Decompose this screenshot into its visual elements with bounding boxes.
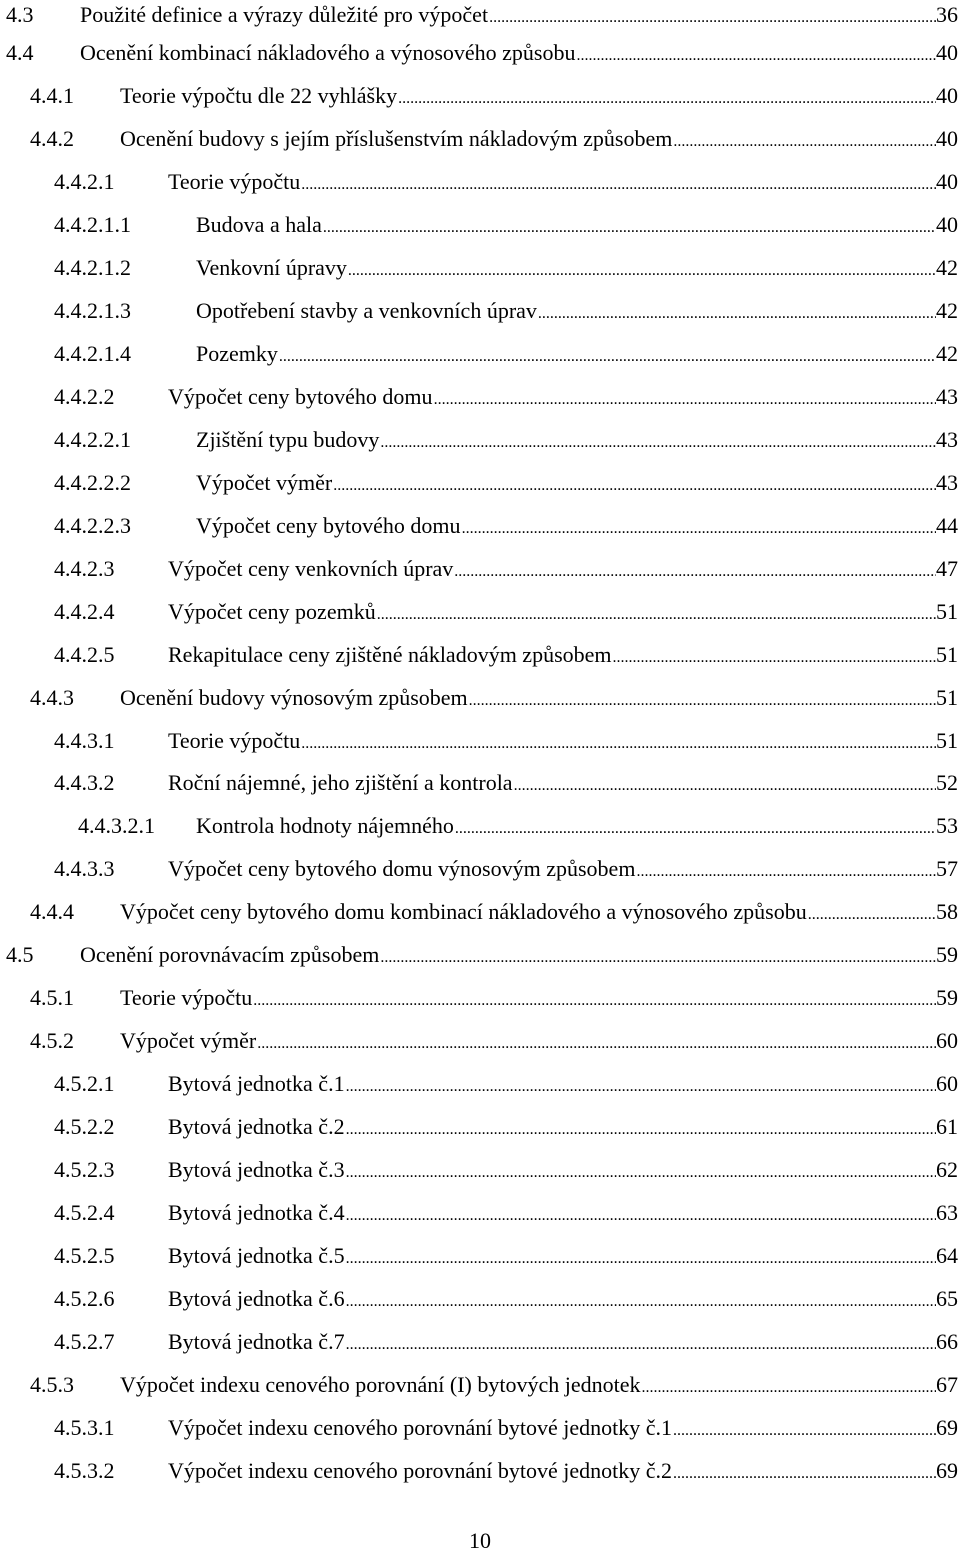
- dot-leader: [454, 814, 936, 844]
- toc-entry-number: 4.5.1: [30, 985, 74, 1010]
- toc-entry-number: 4.4.2.1.3: [54, 298, 131, 323]
- toc-entry-title: Zjištění typu budovy: [196, 427, 380, 452]
- dot-leader: [278, 342, 936, 372]
- toc-entry-number: 4.4.2.2: [54, 384, 115, 409]
- toc-entry-number: 4.4.3: [30, 685, 74, 710]
- toc-entry-title: Opotřebení stavby a venkovních úprav: [196, 298, 537, 323]
- dot-leader: [641, 1373, 936, 1403]
- toc-entry-title: Pozemky: [196, 341, 278, 366]
- toc-entry-title: Bytová jednotka č.5: [168, 1243, 345, 1268]
- toc-entry-page: 51: [936, 642, 958, 667]
- toc-entry[interactable]: [0, 425, 960, 455]
- toc-entry-page: 42: [936, 255, 958, 280]
- toc-entry-title: Kontrola hodnoty nájemného: [196, 813, 454, 838]
- toc-entry-page: 36: [936, 2, 958, 27]
- toc-entry-page: 44: [936, 513, 958, 538]
- toc-entry-number: 4.5.2: [30, 1028, 74, 1053]
- toc-entry-title: Výpočet výměr: [196, 470, 333, 495]
- toc-entry[interactable]: [0, 1026, 960, 1056]
- toc-entry[interactable]: [0, 167, 960, 197]
- toc-entry-title: Výpočet ceny venkovních úprav: [168, 556, 454, 581]
- toc-entry-number: 4.5.2.6: [54, 1286, 115, 1311]
- toc-entry[interactable]: [0, 768, 960, 798]
- toc-entry-number: 4.4.4: [30, 899, 74, 924]
- dot-leader: [379, 943, 936, 973]
- toc-entry-title: Výpočet ceny bytového domu kombinací nákladového a výnosového způsobu: [120, 899, 807, 924]
- toc-entry[interactable]: [0, 554, 960, 584]
- toc-entry-number: 4.4.3.3: [54, 856, 115, 881]
- dot-leader: [379, 428, 936, 458]
- dot-leader: [468, 686, 936, 716]
- toc-entry[interactable]: [0, 1413, 960, 1443]
- toc-entry[interactable]: [0, 124, 960, 154]
- toc-entry-title: Výpočet indexu cenového porovnání bytové jednotky č.1: [168, 1415, 673, 1440]
- toc-entry-number: 4.5.3: [30, 1372, 74, 1397]
- toc-entry[interactable]: [0, 897, 960, 927]
- dot-leader: [345, 1072, 936, 1102]
- dot-leader: [322, 213, 936, 243]
- dot-leader: [433, 385, 936, 415]
- toc-entry[interactable]: [0, 0, 960, 30]
- toc-entry-title: Výpočet ceny bytového domu: [196, 513, 461, 538]
- dot-leader: [397, 84, 936, 114]
- toc-entry-page: 66: [936, 1329, 958, 1354]
- dot-leader: [300, 729, 936, 759]
- toc-entry[interactable]: [0, 811, 960, 841]
- toc-entry-page: 59: [936, 942, 958, 967]
- toc-entry[interactable]: [0, 1155, 960, 1185]
- dot-leader: [345, 1244, 936, 1274]
- toc-entry-title: Výpočet výměr: [120, 1028, 257, 1053]
- page-number: 10: [469, 1528, 491, 1553]
- dot-leader: [672, 1416, 936, 1446]
- toc-entry-page: 43: [936, 384, 958, 409]
- toc-entry-number: 4.4.2.4: [54, 599, 115, 624]
- dot-leader: [807, 900, 936, 930]
- toc-entry-page: 43: [936, 470, 958, 495]
- dot-leader: [252, 986, 936, 1016]
- toc-entry-number: 4.5.2.4: [54, 1200, 115, 1225]
- dot-leader: [300, 170, 936, 200]
- toc-entry-number: 4.5.3.2: [54, 1458, 115, 1483]
- dot-leader: [345, 1158, 936, 1188]
- toc-entry-page: 59: [936, 985, 958, 1010]
- toc-entry-number: 4.4: [6, 40, 34, 65]
- toc-entry-page: 51: [936, 599, 958, 624]
- toc-entry-number: 4.5.2.7: [54, 1329, 115, 1354]
- toc-entry-number: 4.4.2.3: [54, 556, 115, 581]
- toc-entry-title: Roční nájemné, jeho zjištění a kontrola: [168, 770, 513, 795]
- toc-entry-page: 57: [936, 856, 958, 881]
- toc-entry-page: 62: [936, 1157, 958, 1182]
- toc-entry-page: 40: [936, 40, 958, 65]
- toc-entry-title: Výpočet ceny pozemků: [168, 599, 376, 624]
- dot-leader: [635, 857, 936, 887]
- toc-entry-page: 69: [936, 1458, 958, 1483]
- dot-leader: [488, 3, 936, 33]
- toc-entry-title: Bytová jednotka č.1: [168, 1071, 345, 1096]
- toc-entry-page: 40: [936, 126, 958, 151]
- toc-entry[interactable]: [0, 1198, 960, 1228]
- dot-leader: [612, 643, 936, 673]
- toc-entry-page: 53: [936, 813, 958, 838]
- toc-entry[interactable]: [0, 210, 960, 240]
- toc-entry[interactable]: [0, 253, 960, 283]
- toc-entry-title: Bytová jednotka č.6: [168, 1286, 345, 1311]
- toc-entry-number: 4.4.3.2.1: [78, 813, 155, 838]
- toc-entry-number: 4.3: [6, 2, 34, 27]
- toc-entry-title: Teorie výpočtu: [120, 985, 253, 1010]
- toc-entry[interactable]: [0, 382, 960, 412]
- toc-entry-title: Výpočet ceny bytového domu: [168, 384, 433, 409]
- toc-entry[interactable]: [0, 468, 960, 498]
- dot-leader: [672, 1459, 936, 1489]
- toc-entry-page: 51: [936, 685, 958, 710]
- toc-entry-page: 64: [936, 1243, 958, 1268]
- toc-entry-number: 4.4.3.1: [54, 728, 115, 753]
- toc-entry-number: 4.4.2.2.2: [54, 470, 131, 495]
- toc-entry-title: Teorie výpočtu: [168, 728, 301, 753]
- dot-leader: [453, 557, 936, 587]
- toc-entry-title: Ocenění budovy výnosovým způsobem: [120, 685, 468, 710]
- dot-leader: [461, 514, 936, 544]
- toc-entry-number: 4.5.2.3: [54, 1157, 115, 1182]
- toc-entry-title: Bytová jednotka č.4: [168, 1200, 345, 1225]
- toc-entry[interactable]: [0, 296, 960, 326]
- toc-entry[interactable]: [0, 339, 960, 369]
- toc-entry-number: 4.4.2.1: [54, 169, 115, 194]
- toc-entry-page: 67: [936, 1372, 958, 1397]
- toc-entry-number: 4.5.2.2: [54, 1114, 115, 1139]
- toc-entry-number: 4.4.2.1.4: [54, 341, 131, 366]
- toc-entry[interactable]: [0, 1112, 960, 1142]
- toc-entry-number: 4.5.2.5: [54, 1243, 115, 1268]
- toc-entry-title: Bytová jednotka č.7: [168, 1329, 345, 1354]
- toc-entry-title: Ocenění porovnávacím způsobem: [80, 942, 380, 967]
- toc-entry-number: 4.4.1: [30, 83, 74, 108]
- toc-entry-page: 47: [936, 556, 958, 581]
- toc-entry-page: 69: [936, 1415, 958, 1440]
- toc-entry-page: 60: [936, 1071, 958, 1096]
- dot-leader: [537, 299, 936, 329]
- toc-entry[interactable]: [0, 683, 960, 713]
- toc-entry[interactable]: [0, 940, 960, 970]
- toc-entry-page: 60: [936, 1028, 958, 1053]
- toc-entry[interactable]: [0, 38, 960, 68]
- toc-entry-number: 4.4.2.1.1: [54, 212, 131, 237]
- toc-entry-number: 4.5: [6, 942, 34, 967]
- toc-entry[interactable]: [0, 1069, 960, 1099]
- toc-entry-title: Výpočet indexu cenového porovnání bytové jednotky č.2: [168, 1458, 673, 1483]
- toc-entry[interactable]: [0, 81, 960, 111]
- dot-leader: [256, 1029, 936, 1059]
- toc-entry-page: 42: [936, 341, 958, 366]
- toc-entry[interactable]: [0, 597, 960, 627]
- toc-entry-page: 65: [936, 1286, 958, 1311]
- dot-leader: [332, 471, 936, 501]
- toc-entry-title: Teorie výpočtu dle 22 vyhlášky: [120, 83, 398, 108]
- dot-leader: [347, 256, 936, 286]
- dot-leader: [345, 1287, 936, 1317]
- toc-entry-page: 58: [936, 899, 958, 924]
- toc-entry-page: 40: [936, 212, 958, 237]
- toc-entry[interactable]: [0, 1456, 960, 1486]
- toc-entry-page: 52: [936, 770, 958, 795]
- toc-entry-title: Venkovní úpravy: [196, 255, 347, 280]
- toc-entry-title: Ocenění kombinací nákladového a výnosového způsobu: [80, 40, 576, 65]
- toc-entry-title: Výpočet indexu cenového porovnání (I) bytových jednotek: [120, 1372, 641, 1397]
- toc-entry[interactable]: [0, 640, 960, 670]
- toc-entry-number: 4.4.2.5: [54, 642, 115, 667]
- toc-entry[interactable]: [0, 1241, 960, 1271]
- toc-entry[interactable]: [0, 1370, 960, 1400]
- toc-entry-page: 42: [936, 298, 958, 323]
- dot-leader: [345, 1201, 936, 1231]
- toc-entry[interactable]: [0, 983, 960, 1013]
- toc-entry[interactable]: [0, 511, 960, 541]
- toc-entry-page: 40: [936, 83, 958, 108]
- toc-entry-number: 4.4.3.2: [54, 770, 115, 795]
- toc-entry-page: 40: [936, 169, 958, 194]
- toc-entry-number: 4.5.2.1: [54, 1071, 115, 1096]
- toc-entry-number: 4.4.2.2.1: [54, 427, 131, 452]
- dot-leader: [672, 127, 936, 157]
- toc-entry-page: 61: [936, 1114, 958, 1139]
- toc-entry-number: 4.4.2.1.2: [54, 255, 131, 280]
- toc-entry-page: 51: [936, 728, 958, 753]
- toc-entry[interactable]: [0, 1327, 960, 1357]
- toc-entry[interactable]: [0, 726, 960, 756]
- toc-entry-number: 4.4.2.2.3: [54, 513, 131, 538]
- dot-leader: [345, 1330, 936, 1360]
- toc-entry-number: 4.5.3.1: [54, 1415, 115, 1440]
- toc-entry-page: 63: [936, 1200, 958, 1225]
- toc-entry-title: Výpočet ceny bytového domu výnosovým způsobem: [168, 856, 636, 881]
- toc-entry-title: Bytová jednotka č.2: [168, 1114, 345, 1139]
- toc-entry-page: 43: [936, 427, 958, 452]
- toc-entry-number: 4.4.2: [30, 126, 74, 151]
- dot-leader: [575, 41, 936, 71]
- dot-leader: [513, 771, 936, 801]
- toc-entry-title: Použité definice a výrazy důležité pro výpočet: [80, 2, 489, 27]
- toc-entry-title: Teorie výpočtu: [168, 169, 301, 194]
- dot-leader: [345, 1115, 936, 1145]
- toc-entry[interactable]: [0, 1284, 960, 1314]
- toc-entry-title: Ocenění budovy s jejím příslušenstvím nákladovým způsobem: [120, 126, 673, 151]
- toc-entry-title: Bytová jednotka č.3: [168, 1157, 345, 1182]
- toc-entry-title: Rekapitulace ceny zjištěné nákladovým způsobem: [168, 642, 612, 667]
- toc-entry[interactable]: [0, 854, 960, 884]
- dot-leader: [376, 600, 936, 630]
- toc-entry-title: Budova a hala: [196, 212, 322, 237]
